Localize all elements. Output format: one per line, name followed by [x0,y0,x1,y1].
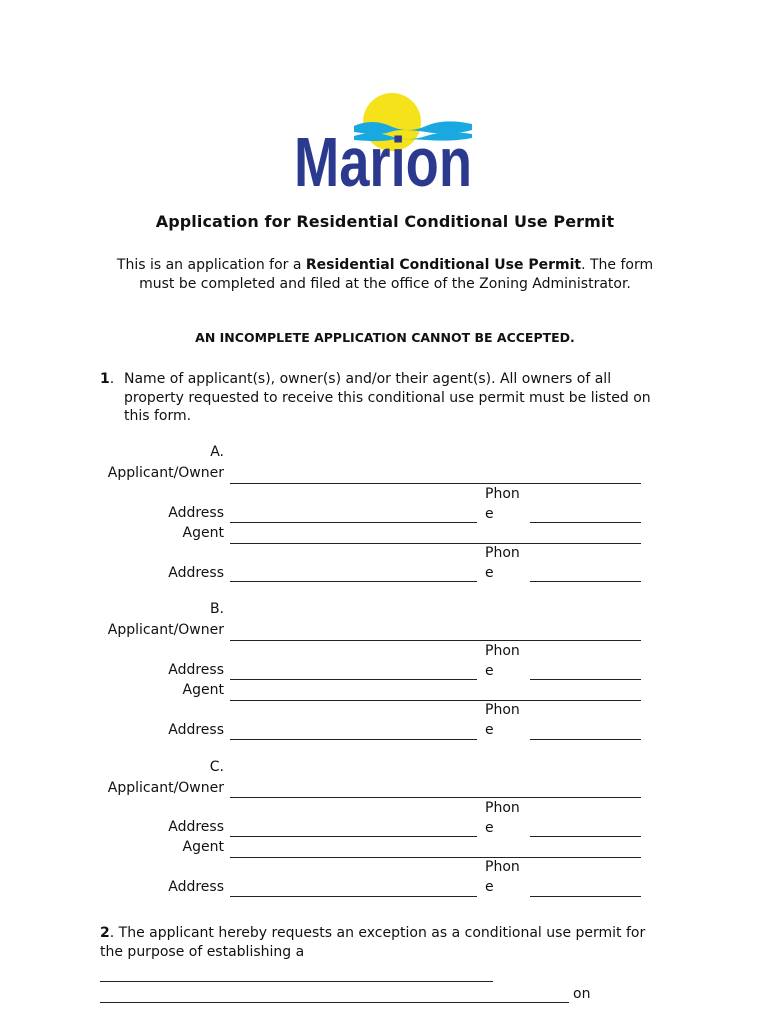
owner-field[interactable] [230,640,641,641]
address-label: Address [168,505,224,521]
question-text: Name of applicant(s), owner(s) and/or their agent(s). All owners of all property requested to receive this conditional use permit must be listed on this form. [124,371,651,424]
phone-label-1: Phon e [485,800,520,836]
purpose-field-1[interactable] [100,981,493,982]
phone-label-1: Phon e [485,643,520,679]
owner-address-field[interactable] [230,679,477,680]
agent-label: Agent [182,839,224,855]
intro-text-before: This is an application for a [116,257,306,273]
phone-label-2: Phon e [485,702,520,738]
agent-label: Agent [182,525,224,541]
marion-logo [292,92,476,201]
question-text: The applicant hereby requests an exception as a conditional use permit for the purpose of establishing a [100,925,646,960]
address-label: Address [168,722,224,738]
owner-phone-field[interactable] [530,679,641,680]
owner-phone-field[interactable] [530,836,641,837]
group-letter: B. [209,601,224,617]
owner-label: Applicant/Owner [107,622,224,638]
agent-label: Agent [182,682,224,698]
incomplete-warning: AN INCOMPLETE APPLICATION CANNOT BE ACCEPTED. [195,330,575,345]
owner-label: Applicant/Owner [107,780,224,796]
phone-label-2: Phon e [485,859,520,895]
phone-label-2: Phon e [485,545,520,581]
question-1: 1. Name of applicant(s), owner(s) and/or their agent(s). All owners of all property requested to receive this conditional use permit must be listed on this form. [100,370,660,426]
group-letter: A. [210,444,224,460]
owner-address-field[interactable] [230,522,477,523]
agent-field[interactable] [230,857,641,858]
agent-field[interactable] [230,700,641,701]
question-2: 2. The applicant hereby requests an exception as a conditional use permit for the purpose of establishing a [100,925,646,960]
intro-text-after: . The form must be completed and filed at the office of the Zoning Administrator. [139,257,654,292]
agent-phone-field[interactable] [530,896,641,897]
owner-phone-field[interactable] [530,522,641,523]
agent-address-field[interactable] [230,739,477,740]
agent-address-field[interactable] [230,896,477,897]
page-title: Application for Residential Conditional Use Permit [155,212,615,231]
owner-address-field[interactable] [230,836,477,837]
address-label: Address [168,819,224,835]
intro-text-bold: Residential Conditional Use Permit [305,257,582,273]
question-number: 1 [100,371,110,387]
agent-phone-field[interactable] [530,739,641,740]
owner-field[interactable] [230,483,641,484]
group-letter: C. [209,759,224,775]
question-number: 2 [100,925,110,941]
address-label: Address [168,879,224,895]
logo-wordmark: Marion [294,123,472,201]
agent-address-field[interactable] [230,581,477,582]
agent-phone-field[interactable] [530,581,641,582]
purpose-field-2[interactable] [100,1002,569,1003]
address-label: Address [168,565,224,581]
address-label: Address [168,662,224,678]
on-label: on [573,986,591,1002]
agent-field[interactable] [230,543,641,544]
owner-label: Applicant/Owner [107,465,224,481]
intro-paragraph [100,256,670,293]
owner-field[interactable] [230,797,641,798]
phone-label-1: Phon e [485,486,520,522]
